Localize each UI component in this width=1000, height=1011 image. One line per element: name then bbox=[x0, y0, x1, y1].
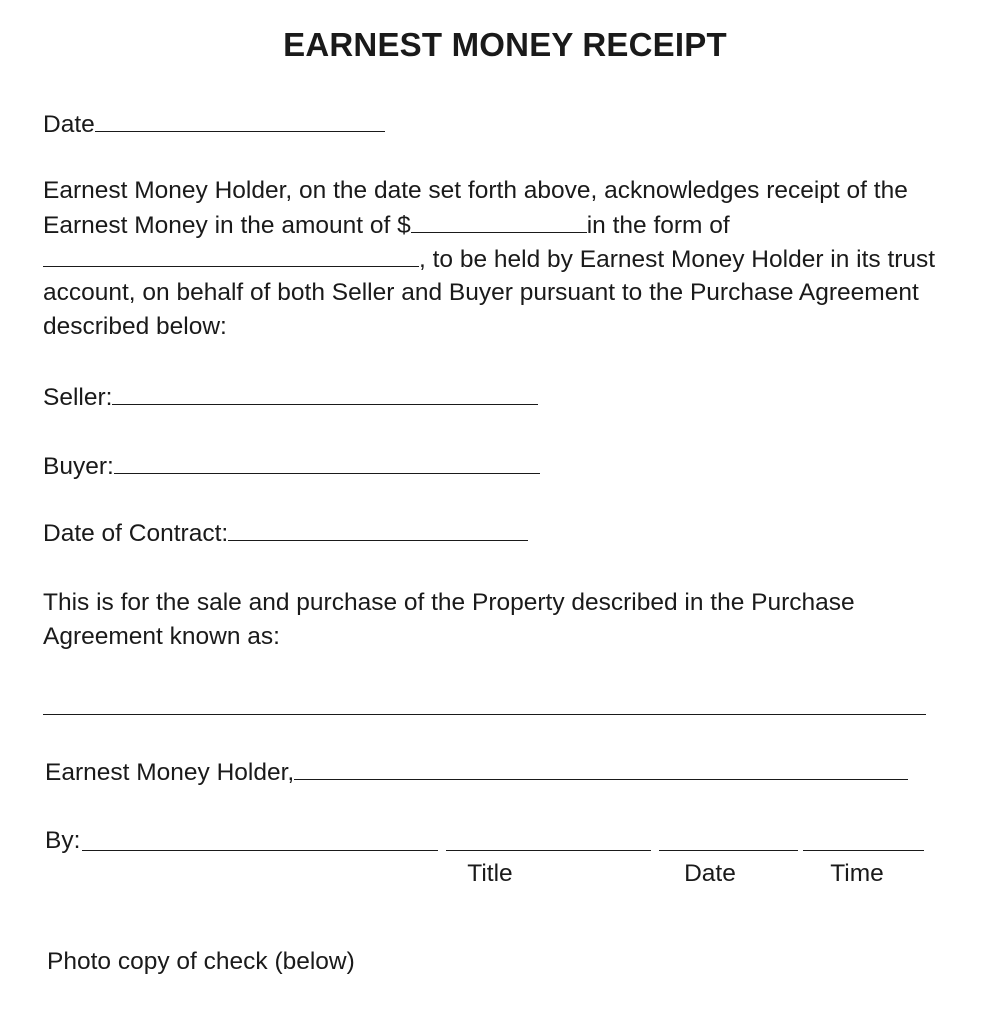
para1-line5: described below: bbox=[43, 313, 227, 340]
date-column-label: Date bbox=[684, 860, 736, 887]
trust-text: , to be held by Earnest Money Holder in its trust bbox=[419, 246, 936, 273]
by-row bbox=[45, 824, 80, 858]
holder-blank[interactable] bbox=[294, 755, 908, 780]
date-row bbox=[43, 107, 385, 142]
buyer-row bbox=[43, 449, 540, 484]
holder-label: Earnest Money Holder, bbox=[45, 759, 295, 786]
time-blank[interactable] bbox=[803, 850, 924, 851]
holder-row bbox=[45, 755, 908, 790]
seller-row bbox=[43, 380, 538, 415]
contract-date-row bbox=[43, 516, 528, 551]
amount-blank[interactable] bbox=[411, 208, 587, 233]
para1-line4: account, on behalf of both Seller and Buyer pursuant to the Purchase Agreement bbox=[43, 279, 919, 306]
check-copy-note: Photo copy of check (below) bbox=[47, 948, 355, 975]
date-label: Date bbox=[43, 111, 95, 138]
amount-prefix: Earnest Money in the amount of $ bbox=[43, 212, 411, 239]
seller-label: Seller: bbox=[43, 384, 113, 411]
property-line1: This is for the sale and purchase of the Property described in the Purchase bbox=[43, 589, 855, 616]
date-blank[interactable] bbox=[95, 107, 385, 132]
title-blank[interactable] bbox=[446, 850, 651, 851]
property-line2: Agreement known as: bbox=[43, 623, 280, 650]
contract-date-label: Date of Contract: bbox=[43, 520, 229, 547]
seller-blank[interactable] bbox=[112, 380, 538, 405]
title-column-label: Title bbox=[467, 860, 513, 887]
form-blank[interactable] bbox=[43, 242, 419, 267]
para1-line3 bbox=[43, 242, 935, 277]
buyer-blank[interactable] bbox=[114, 449, 540, 474]
property-description-blank[interactable] bbox=[43, 714, 926, 715]
date-col-blank[interactable] bbox=[659, 850, 798, 851]
para1-line2 bbox=[43, 208, 730, 243]
form-of-text: in the form of bbox=[586, 212, 730, 239]
time-column-label: Time bbox=[830, 860, 884, 887]
contract-date-blank[interactable] bbox=[228, 516, 528, 541]
document-title: EARNEST MONEY RECEIPT bbox=[283, 26, 727, 63]
buyer-label: Buyer: bbox=[43, 453, 114, 480]
signature-blank[interactable] bbox=[82, 850, 438, 851]
by-label: By: bbox=[45, 827, 81, 854]
para1-line1: Earnest Money Holder, on the date set forth above, acknowledges receipt of the bbox=[43, 177, 908, 204]
